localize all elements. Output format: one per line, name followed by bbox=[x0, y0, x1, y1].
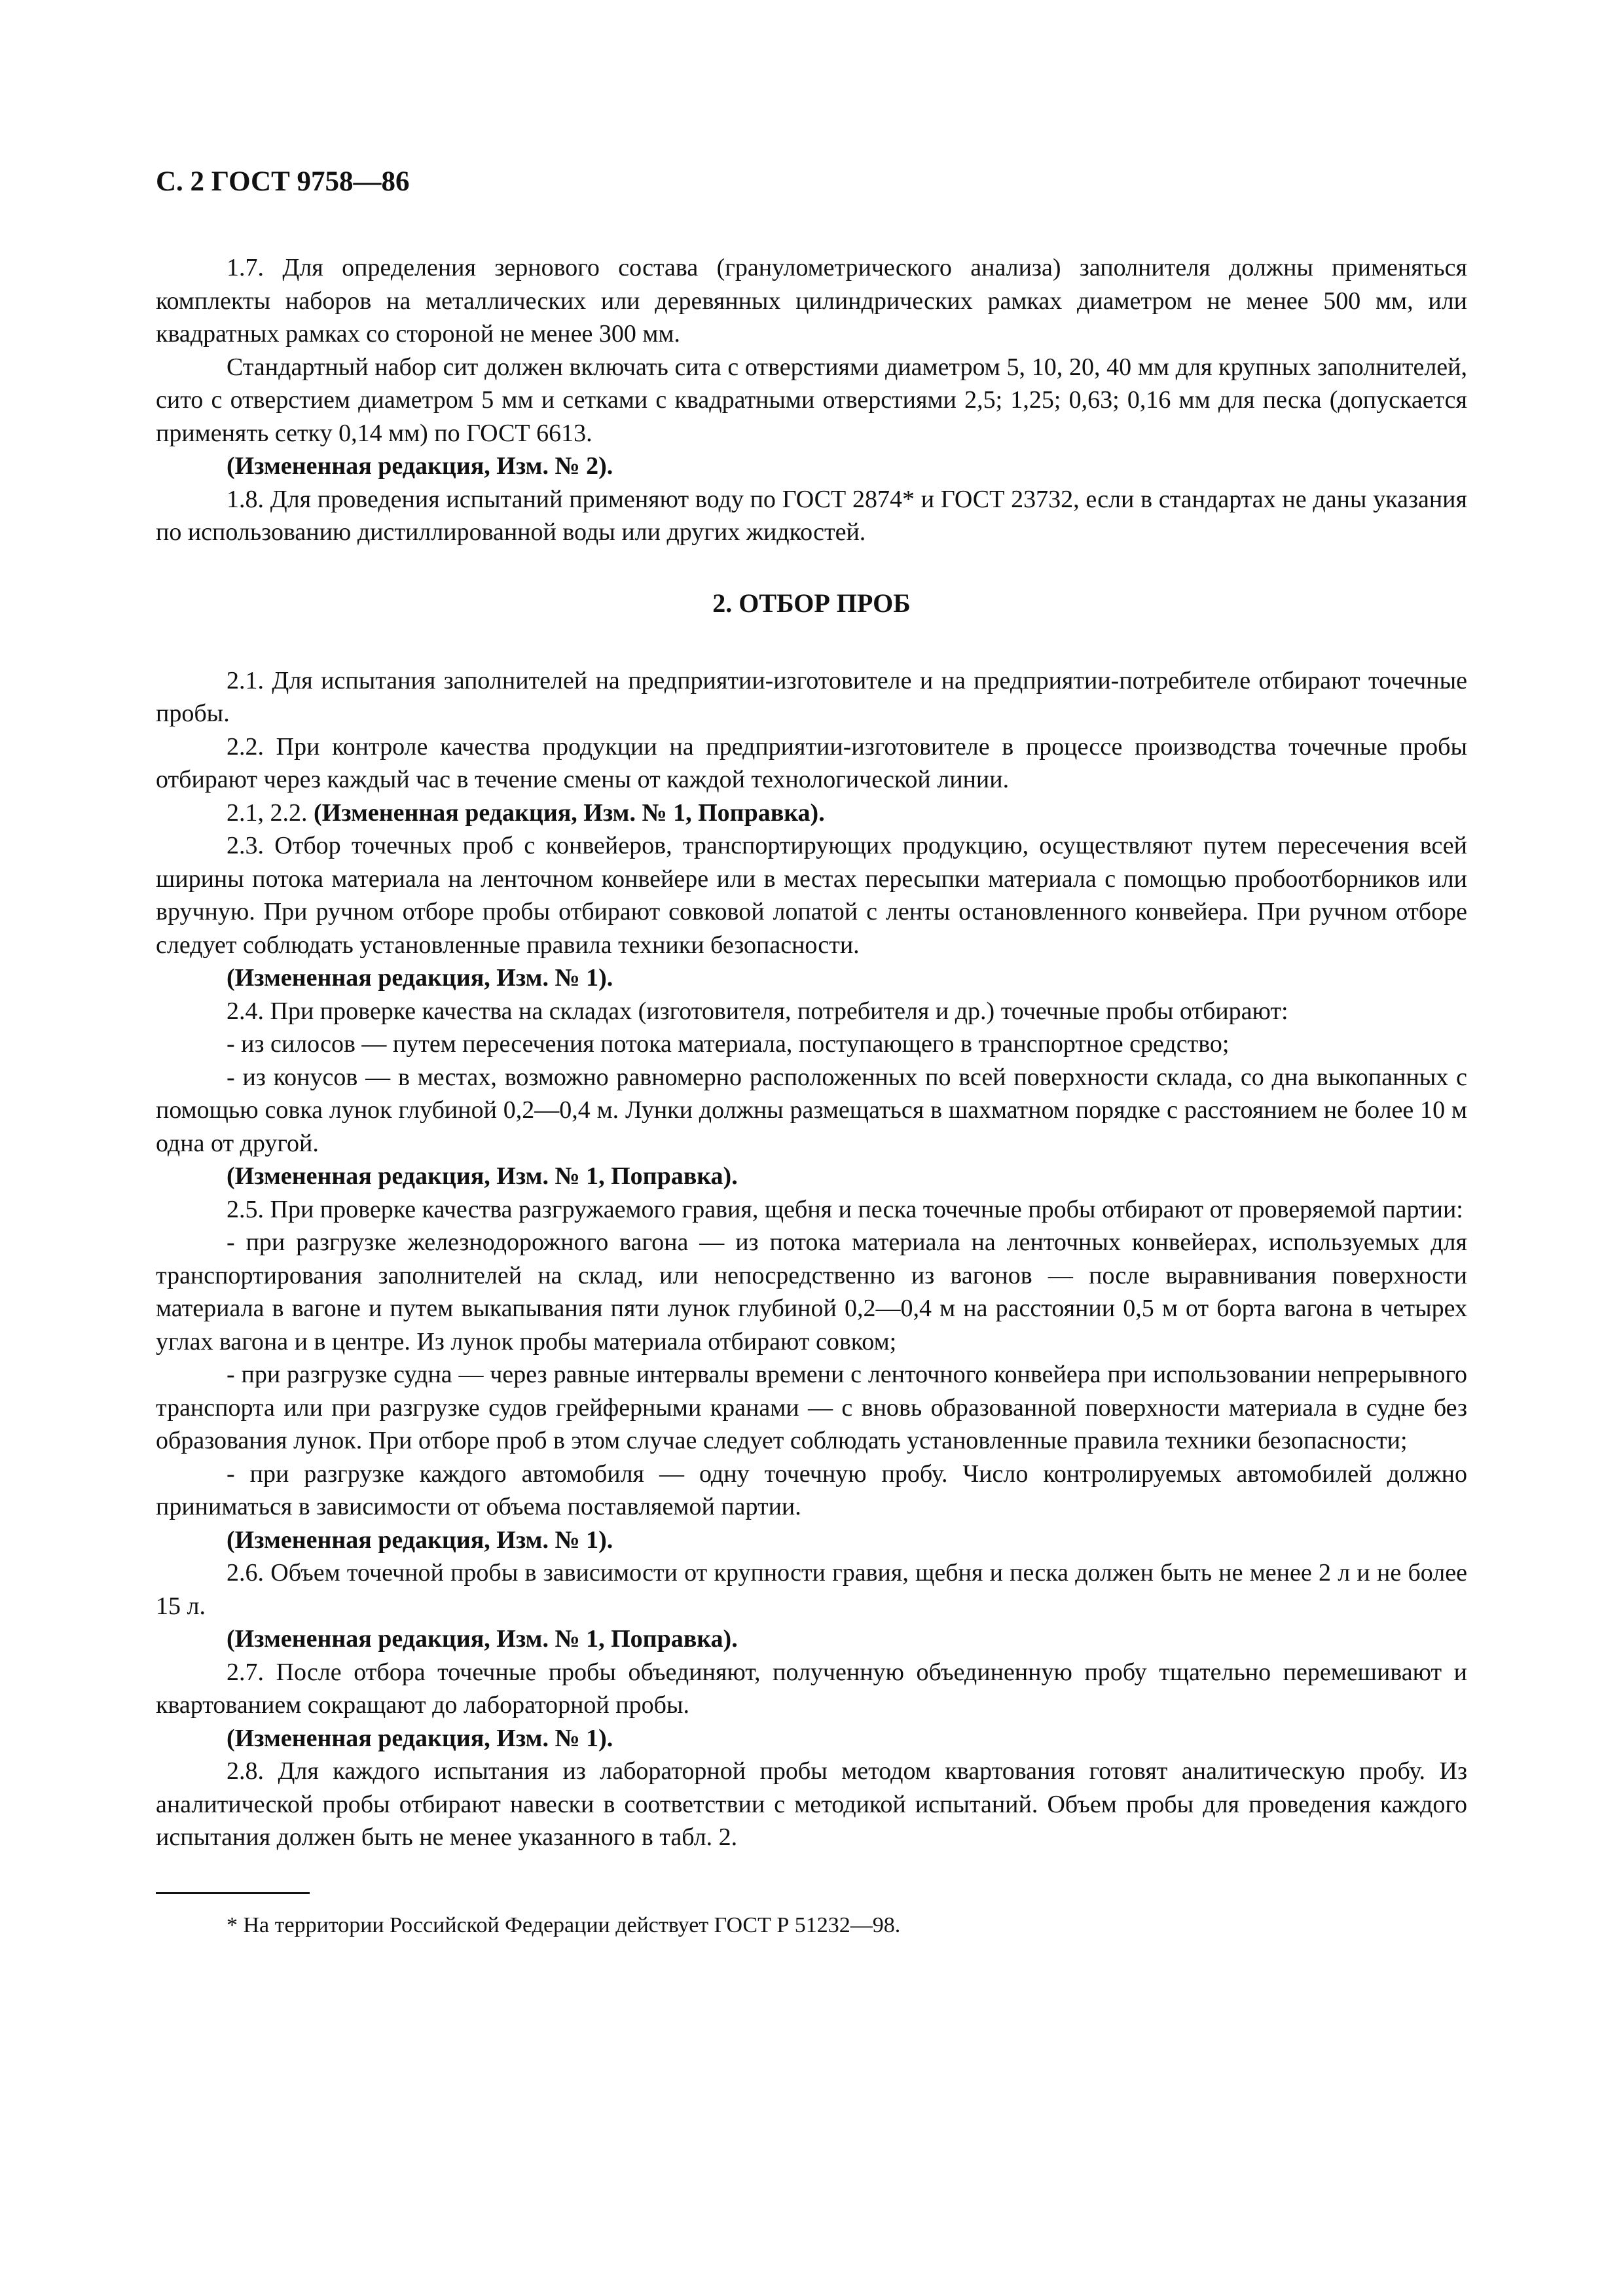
paragraph-2-5: 2.5. При проверке качества разгружаемого гравия, щебня и песка точечные пробы отбирают от проверяемой партии: bbox=[227, 1195, 1463, 1223]
paragraph-2-3: 2.3. Отбор точечных проб с конвейеров, транспортирующих продукцию, осуществляют путем пересечения всей ширины потока материала на ленточном конвейере или в местах пересыпки материала с помощью пробоотборников или вручную. При ручном отборе пробы отбирают совковой лопатой с ленты остановленного конвейера. При ручном отборе следует соблюдать установленные правила техники безопасности. bbox=[156, 832, 1467, 959]
paragraph-2-6: 2.6. Объем точечной пробы в зависимости от крупности гравия, щебня и песка должен быть не менее 2 л и не более 15 л. bbox=[156, 1559, 1467, 1620]
section-title: 2. ОТБОР ПРОБ bbox=[712, 588, 911, 618]
amendment-note: (Измененная редакция, Изм. № 1, Поправка). bbox=[227, 1625, 738, 1653]
footnote: * На территории Российской Федерации действует ГОСТ Р 51232—98. bbox=[227, 1912, 901, 1937]
paragraph-2-8: 2.8. Для каждого испытания из лабораторной пробы методом квартования готовят аналитическую пробу. Из аналитической пробы отбирают навески в соответствии с методикой испытаний. Объем пробы для проведения каждого испытания должен быть не менее указанного в табл. 2. bbox=[156, 1757, 1467, 1851]
document-body bbox=[156, 251, 1467, 1854]
list-item: - из силосов — путем пересечения потока материала, поступающего в транспортное средство; bbox=[227, 1030, 1230, 1058]
page-header: С. 2 ГОСТ 9758—86 bbox=[156, 166, 410, 197]
list-item: - при разгрузке судна — через равные интервалы времени с ленточного конвейера при использовании непрерывного транспорта или при разгрузке судов грейферными кранами — с вновь образованной поверхности материала в судне без образования лунок. При отборе проб в этом случае следует соблюдать установленные правила техники безопасности; bbox=[156, 1361, 1467, 1454]
paragraph-1-7: 1.7. Для определения зернового состава (гранулометрического анализа) заполнителя должны применяться комплекты наборов на металлических или деревянных цилиндрических рамках диаметром не менее 500 мм, или квадратных рамках со стороной не менее 300 мм. bbox=[156, 254, 1467, 348]
paragraph-1-8: 1.8. Для проведения испытаний применяют воду по ГОСТ 2874* и ГОСТ 23732, если в стандартах не даны указания по использованию дистиллированной воды или других жидкостей. bbox=[156, 485, 1467, 546]
paragraph-2-2: 2.2. При контроле качества продукции на предприятии-изготовителе в процессе производства точечные пробы отбирают через каждый час в течение смены от каждой технологической линии. bbox=[156, 732, 1467, 793]
list-item: - при разгрузке каждого автомобиля — одну точечную пробу. Число контролируемых автомобилей должно приниматься в зависимости от объема поставляемой партии. bbox=[156, 1460, 1467, 1520]
amendment-note: (Измененная редакция, Изм. № 1). bbox=[227, 1526, 613, 1554]
amendment-note: (Измененная редакция, Изм. № 2). bbox=[227, 452, 613, 480]
list-item: - при разгрузке железнодорожного вагона — из потока материала на ленточных конвейерах, используемых для транспортирования заполнителей на склад, или непосредственно из вагонов — после выравнивания поверхности материала в вагоне и путем выкапывания пяти лунок глубиной 0,2—0,4 м на расстоянии 0,5 м от борта вагона в четырех углах вагона и в центре. Из лунок пробы материала отбирают совком; bbox=[156, 1229, 1467, 1355]
paragraph-2-4: 2.4. При проверке качества на складах (изготовителя, потребителя и др.) точечные пробы отбирают: bbox=[227, 997, 1288, 1025]
list-item: - из конусов — в местах, возможно равномерно расположенных по всей поверхности склада, со дна выкопанных с помощью совка лунок глубиной 0,2—0,4 м. Лунки должны размещаться в шахматном порядке с расстоянием не более 10 м одна от другой. bbox=[156, 1063, 1467, 1157]
paragraph-2-7: 2.7. После отбора точечные пробы объединяют, полученную объединенную пробу тщательно перемешивают и квартованием сокращают до лабораторной пробы. bbox=[156, 1658, 1467, 1719]
amendment-note-2-1-2-2 bbox=[156, 797, 1467, 830]
amendment-note: (Измененная редакция, Изм. № 1). bbox=[227, 1724, 613, 1752]
footnote-divider bbox=[156, 1892, 310, 1894]
amendment-prefix: 2.1, 2.2. bbox=[227, 798, 314, 827]
paragraph-2-1: 2.1. Для испытания заполнителей на предприятии-изготовителе и на предприятии-потребителе отбирают точечные пробы. bbox=[156, 666, 1467, 727]
amendment-note: (Измененная редакция, Изм. № 1). bbox=[227, 964, 613, 992]
paragraph-1-7-sieves: Стандартный набор сит должен включать сита с отверстиями диаметром 5, 10, 20, 40 мм для крупных заполнителей, сито с отверстием диаметром 5 мм и сетками с квадратными отверстиями 2,5; 1,25; 0,63; 0,16 мм для песка (допускается применять сетку 0,14 мм) по ГОСТ 6613. bbox=[156, 353, 1467, 447]
amendment-note: (Измененная редакция, Изм. № 1, Поправка). bbox=[314, 798, 825, 827]
amendment-note: (Измененная редакция, Изм. № 1, Поправка). bbox=[227, 1162, 738, 1190]
